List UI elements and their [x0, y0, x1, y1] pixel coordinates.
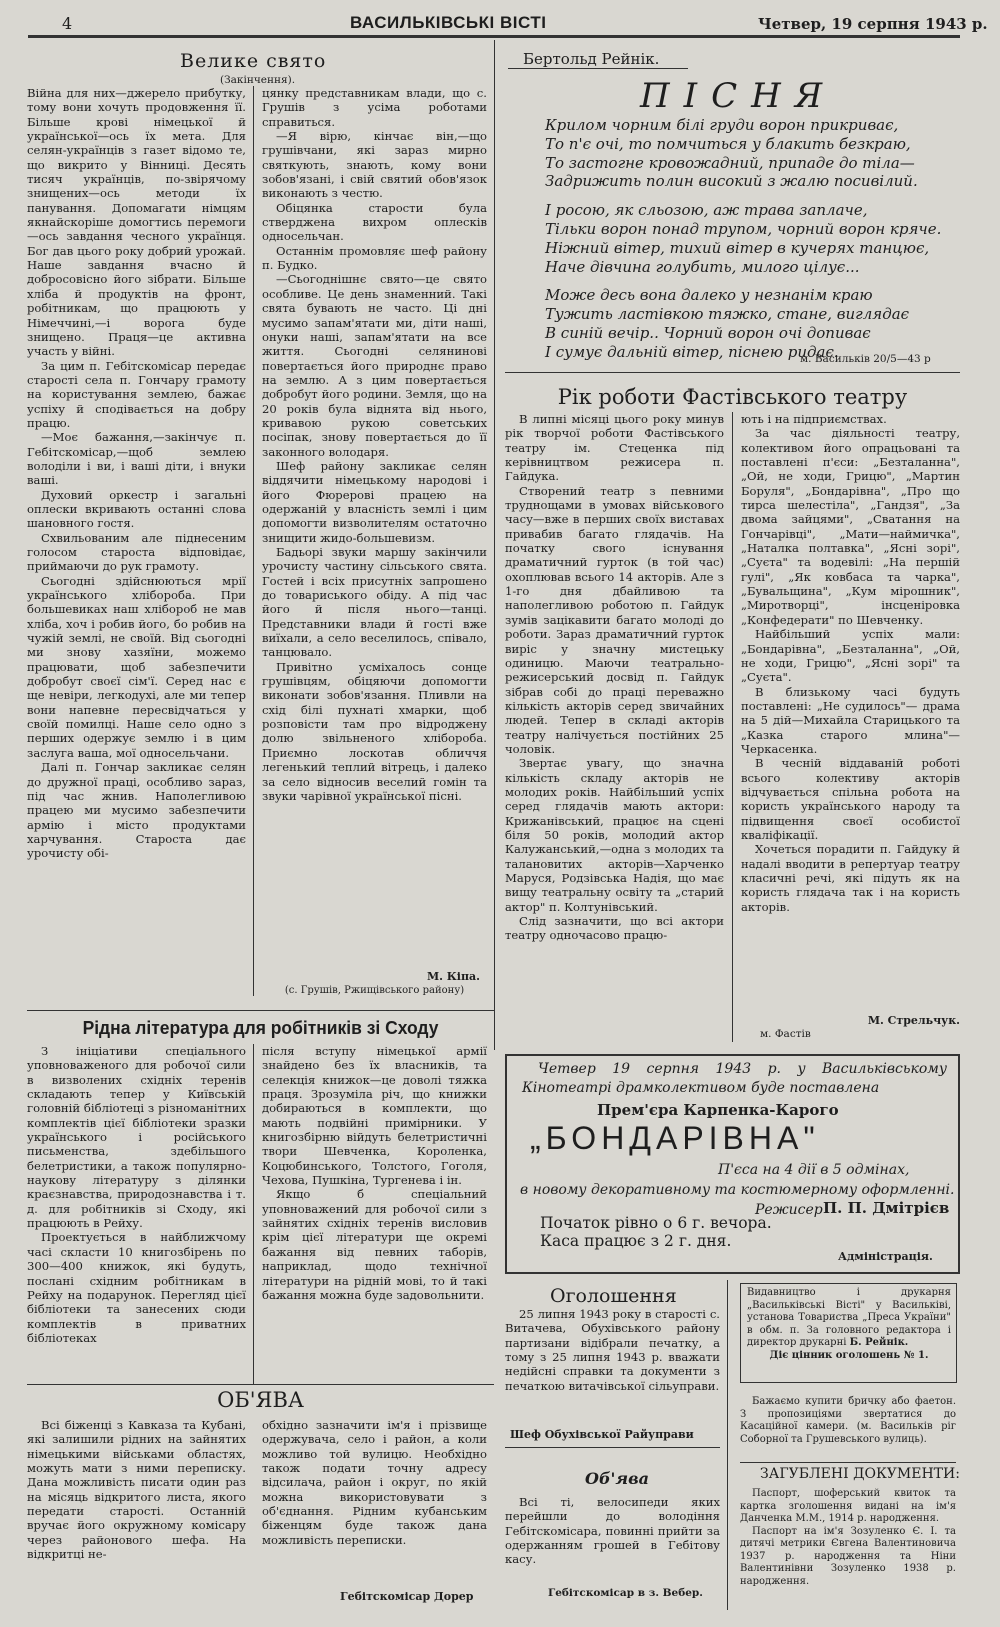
- paragraph: Слід зазначити, що всі актори театру одночасово працю-: [505, 914, 724, 943]
- ad-cash-time: Каса працює з 2 г. дня.: [540, 1232, 732, 1250]
- announcement-text: [505, 1307, 720, 1427]
- paragraph: В чесній віддаваній роботі всього колективу акторів відчувається спільна робота на користь українського народу та підвищення своєї особистої кваліфікації.: [741, 756, 960, 842]
- article-title-theatre: Рік роботи Фастівського театру: [557, 385, 908, 409]
- paragraph: Всі біженці з Кавказа та Кубані, які залишили рідних на зайнятих німецькими військами областях, можуть мати з ними переписку. Дана можливість писати один раз на місяць відкритого листа, якого передати старості. Останній вручає його окружному комісару через районового шефа. На відкритці не-: [27, 1418, 246, 1562]
- paragraph: Привітно усміхалось сонце грушівцям, обіцяючи допомогти виконати зобов'язання. Пливли на схід білі пухнаті хмарки, щоб розповісти там про відроджену долю звільненого хлібороба. Приємно лоскотав обличчя легенький теплий вітрець, і далеко за село відносив веселий гомін та звуки чарівної української пісні.: [262, 659, 487, 803]
- ad-administration: Адміністрація.: [838, 1250, 933, 1263]
- poem-author: Бертольд Рейнік.: [523, 50, 660, 68]
- paragraph: —Моє бажання,—закінчує п. Гебітскомісар,—щоб землею володіли і ви, і ваші діти, і внуки ваші.: [27, 430, 246, 488]
- paragraph: обхідно зазначити ім'я і прізвище одержувача, село і район, а коли можливо той вулицю. Необхідно також подати точну адресу відсилача, район і округ, по якій можна використовувати з об'єднання. Рідним кубанським біженцям буде також дана можливість переписки.: [262, 1418, 487, 1547]
- section-rule: [740, 1462, 956, 1463]
- poem-line: І сумує дальній вітер, піснею ридає.: [545, 342, 839, 361]
- imprint-editor-label: За головного редактора і директор друкарні: [747, 1324, 951, 1349]
- article1-col2: [262, 86, 487, 966]
- ad-director: П. П. Дмітрієв: [823, 1199, 950, 1217]
- poem-stanza: [545, 201, 941, 276]
- section-rule: [505, 372, 960, 373]
- paragraph: Шеф району закликає селян віддячити німецькому народові і його Фюрерові працею на одержаній у власність землі і цим допомогти визволителям остаточно знищити жидо-большевизм.: [262, 458, 487, 545]
- article1-place: (с. Грушів, Ржищівського району): [284, 985, 465, 996]
- newspaper-title: ВАСИЛЬКІВСЬКІ ВІСТІ: [350, 13, 547, 32]
- page-number: 4: [62, 14, 73, 33]
- poem-stanza: [545, 116, 941, 191]
- poem-line: То застогне кровожадний, припаде до тіла—: [545, 153, 915, 172]
- ad-premiere: Прем'єра Карпенка-Карого: [597, 1101, 839, 1119]
- notice-signature: Гебітскомісар Дорер: [340, 1590, 474, 1603]
- paragraph: Схвильованим але піднесеним голосом староста відповідає, приймаючи до рук грамоту.: [27, 530, 246, 574]
- column-divider: [253, 86, 254, 996]
- announcement-signature: Шеф Обухівської Райуправи: [510, 1428, 694, 1441]
- poem-line: Крилом чорним білі груди ворон прикриває,: [545, 116, 899, 134]
- paragraph: Останнім промовляє шеф району п. Будко.: [262, 243, 487, 273]
- paragraph: В липні місяці цього року минув рік творчої роботи Фастівського театру ім. Стеценка під керівництвом режисера п. Гайдука.: [505, 412, 724, 484]
- theatre-signature: М. Стрельчук.: [867, 1014, 960, 1027]
- issue-date: Четвер, 19 серпня 1943 р.: [758, 15, 988, 33]
- literature-col2: [262, 1044, 487, 1374]
- article1-col1: [27, 86, 246, 994]
- section-rule: [27, 1010, 494, 1011]
- paragraph: цянку представникам влади, що с. Грушів з усіма роботами справиться.: [262, 86, 487, 129]
- paragraph: ють і на підприємствах.: [741, 412, 887, 426]
- author-underline: [508, 68, 688, 69]
- poem-stanza: [545, 286, 941, 361]
- notice2-text: [505, 1495, 720, 1585]
- paragraph: Всі ті, велосипеди яких перейшли до володіння Гебітскомісара, повинні прийти за одержанням грошей в Гебітову касу.: [505, 1495, 720, 1567]
- article-title-great-holiday: Велике свято: [180, 50, 327, 72]
- theatre-col1: [505, 412, 724, 1042]
- paragraph: —Сьогоднішнє свято—це свято особливе. Це день знаменний. Такі свята бувають не часто. Ці дні мусимо запам'ятати ми, діти наші, онуки наші, запам'ятати на все життя. Сьогодні селянинові повертається його природнє право на землю. А з цим повертається добробут його родини. Земля, що на 20 років була віднята від нього, кривавою рукою советських посіпак, знову повертається до її законного володаря.: [262, 272, 487, 459]
- column-divider: [494, 40, 495, 1050]
- paragraph: Створений театр з певними труднощами в умовах військового часу—вже в перших своїх виставах привабив багато глядачів. На початку свого існування драматичний гурток (в той час) охоплював всього 14 акторів. Але з 1-го дня дбайливою та наполегливою роботою п. Гайдук зумів зацікавити багато молоді до роботи. Зараз драматичний гурток виріс у значну мистецьку одиницю. Маючи театрально-режисерський досвід п. Гайдук зібрав собі до праці переважно кількість акторів серед звичайних людей. Тепер в складі акторів театру налічується постійних 25 чоловік.: [505, 483, 724, 756]
- header-rule: [28, 35, 960, 38]
- poem-place: м. Васильків 20/5—43 р: [800, 353, 931, 365]
- paragraph: Сьогодні здійснюються мрії українського хлібороба. При большевиках наш хлібороб не мав хліба, хоч і робив його, бо робив на чужій землі, не своїй. Від сьогодні ми знову хазяїни, можемо працювати, щоб забезпечити добробут своєї сім'ї. Серед нас є ще невіри, легкодухі, але ми тепер вони напевне пересвідчаться у своїй помилці. Наше село одно з перших одержує землю і в цим заслуга ваша, мої односельчани.: [27, 573, 246, 760]
- poem-line: Тужить ластівкою тяжко, стане, виглядає: [545, 305, 910, 324]
- notice-title: ОБ'ЯВА: [217, 1388, 304, 1412]
- paragraph: Обіцянка старости була стверджена вихром оплесків односельчан.: [262, 200, 487, 244]
- column-divider: [727, 1280, 728, 1610]
- ad-line1: Четвер 19 серпня 1943 р. у Васильківському Кінотеатрі драмколективом буде поставлена: [522, 1061, 947, 1096]
- small-ad: Бажаємо купити бричку або фаетон. З пропозиціями звертатися до Касаційної камери. (м. Васильків ріг Соборної та Грушевського вулиць).: [740, 1396, 956, 1445]
- ad-director-label: Режисер: [755, 1202, 823, 1218]
- notice-col2: [262, 1418, 487, 1583]
- imprint-editor-name: Б. Рейнік.: [849, 1337, 909, 1349]
- paragraph: Війна для них—джерело прибутку, тому вони хочуть продовження її. Більше крові німецької й української—ось їх мета. Для селян-українців з газет відомо те, що викрито у Вінниці. Десять тисяч українців, по-звірячому знищених—ось методи їх панування. Допомагати німцям якнайскоріше домогтись перемоги—ось завдання чесного українця. Бог дав цього року добрий урожай. Наше завдання вчасно й добросовісно його зібрати. Більше хліба й продуктів на фронт, робітникам, що працюють у Німеччині,—і ворога буде знищено. Праця—це активна участь у війні.: [27, 86, 246, 359]
- imprint-publisher: Видавництво і друкарня „Васильківські Вісті" у Васильківі, установа Товариства „Преса України" в обм. п.: [747, 1287, 951, 1336]
- paragraph: Бадьорі звуки маршу закінчили урочисту частину сільського свята. Гостей і всіх присутніх запрошено до товариського обіду. А під час його й після нього—танці. Представники влади й гості вже виїхали, а село веселилось, співало, танцювало.: [262, 545, 487, 660]
- lost-doc-entry: Паспорт, шоферський квиток та картка зголошення видані на ім'я Данченка М.М., 1914 р. народження.: [740, 1488, 956, 1524]
- paragraph: Проектується в найближчому часі скласти 10 книгозбірень по 300—400 книжок, які будуть, послані східним робітникам в Рейху на подарунок. Перегляд цієї бібліотеки та занесених сюди комплектів в приватних бібліотеках: [27, 1230, 246, 1345]
- paragraph: після вступу німецької армії знайдено без їх власників, та селекція книжок—це доволі тяжка праця. Зрозуміла річ, що книжки добираються в комплекти, що мають подвійні примірники. У книгозбірню війдуть белетристичні твори Шевченка, Короленка, Коцюбинського, Толстого, Гоголя, Чехова, Пушкіна, Тургенева і ін.: [262, 1044, 487, 1188]
- imprint-price: Діє цінник оголошень № 1.: [769, 1349, 929, 1361]
- notice-col1: [27, 1418, 246, 1608]
- paragraph: За цим п. Гебітскомісар передає старості села п. Гончару грамоту на користування землею, бажає успіху й сподівається на добру працю.: [27, 358, 246, 430]
- lost-docs-title: ЗАГУБЛЕНІ ДОКУМЕНТИ:: [760, 1466, 960, 1482]
- section-rule: [505, 1447, 720, 1448]
- paragraph: За час діяльності театру, колективом його опрацьовані та поставлені п'єси: „Безталанна", „Ой, не ходи, Грицю", „Мартин Боруля", „Бондарівна", „Про що тирса шелестіла", „Гандзя", „За двома зайцями", „Сватання на Гончарівці", „Мати—наймичка", „Наталка полтавка", „Ясні зорі", „Суєта" та водевілі: „На першій гулі", „Як ковбаса та чарка", „Бувальщина", „Кум мірошник", „Миротворці", інсценіровка „Конфедерати" по Шевченку.: [741, 426, 960, 627]
- announcement-title: Оголошення: [550, 1285, 677, 1307]
- notice2-signature: Гебітскомісар в з. Вебер.: [548, 1587, 703, 1599]
- poem-line: То п'є очі, то помчиться у блакить безкраю,: [545, 134, 911, 153]
- poem-text: [545, 116, 941, 372]
- poem-line: Задрижить полин високий з жалю посивілий.: [545, 172, 918, 191]
- paragraph: З ініціативи спеціального уповноваженого для робочої сили в визволених східніх теренів складають тепер у Київській головній бібліотеці з різноманітних комплектів цієї бібліотеки зразки українського і російського письменства, здебільшого белетристики, а також популярно-наукову літературу з ділянки краєзнавства, природознавства і т. д. для робітників зі Сходу, які працюють в Рейху.: [27, 1044, 246, 1231]
- notice2-title: Об'ява: [585, 1469, 649, 1488]
- paragraph: Далі п. Гончар закликає селян до дружної праці, особливо зараз, під час жнив. Наполегливою працею ми мусимо забезпечити армію і місто продуктами харчування. Староста дає урочисту обі-: [27, 760, 246, 861]
- continuation-note: (Закінчення).: [220, 74, 296, 86]
- imprint-text: [747, 1287, 951, 1363]
- ad-start-time: Початок рівно о 6 г. вечора.: [540, 1214, 772, 1232]
- paragraph: Найбільший успіх мали: „Бондарівна", „Безталанна", „Ой, не ходи, Грицю", „Ясні зорі" та „Суєта".: [741, 627, 960, 685]
- article1-signature: М. Кіпа.: [426, 970, 480, 983]
- poem-title: ПІСНЯ: [640, 76, 837, 116]
- section-rule: [27, 1384, 494, 1385]
- literature-col1: [27, 1044, 246, 1374]
- poem-line: І росою, як сльозою, аж трава заплаче,: [545, 201, 868, 220]
- article-title-literature: Рідна література для робітників зі Сходу: [82, 1018, 439, 1038]
- paragraph: 25 липня 1943 року в старості с. Витачева, Обухівського району партизани відібрали печатку, а тому з 25 липня 1943 р. вважати недійсні справки та документи з печаткою витачівської сільуправи.: [505, 1307, 720, 1393]
- poem-line: В синій вечір.. Чорний ворон очі допиває: [545, 323, 871, 342]
- paragraph: Духовий оркестр і загальні оплески вкривають останні слова шановного гостя.: [27, 487, 246, 531]
- paragraph: Хочеться порадити п. Гайдуку й надалі вводити в репертуар театру класичні речі, які підуть як на користь глядача так і на користь акторів.: [741, 842, 960, 914]
- poem-line: Наче дівчина голубить, милого цілує...: [545, 257, 860, 276]
- theatre-place: м. Фастів: [760, 1028, 811, 1040]
- poem-line: Тільки ворон понад трупом, чорний ворон кряче.: [545, 219, 942, 238]
- poem-line: Ніжний вітер, тихий вітер в кучерях танцює,: [545, 238, 930, 257]
- poem-line: Може десь вона далеко у незнанім краю: [545, 286, 873, 305]
- ad-line2: П'єса на 4 дії в 5 одмінах,: [718, 1162, 910, 1178]
- ad-line3: в новому декоративному та костюмерному оформленні.: [520, 1182, 955, 1198]
- column-divider: [732, 412, 733, 1042]
- paragraph: Якщо б спеціальний уповноважений для робочої сили з зайнятих східніх теренів висловив крім цієї літератури ще окремі бажання від певних таборів, наприклад, щодо технічної літератури на рідній мові, то й такі бажання можна буде задовольнити.: [262, 1187, 487, 1302]
- paragraph: —Я вірю, кінчає він,—що грушівчани, які зараз мирно святкують, знають, кому вони зобов'язані, і свій святий обов'язок виконають з честю.: [262, 129, 487, 201]
- lost-doc-entry: Паспорт на ім'я Зозуленко Є. І. та дитячі метрики Євгена Валентиновича 1937 р. народження та Ніни Валентинівни Зозуленко 1938 р. народження.: [740, 1525, 956, 1587]
- theatre-col2: [741, 412, 960, 1012]
- ad-play-title: „БОНДАРІВНА": [530, 1120, 820, 1156]
- paragraph: Звертає увагу, що значна кількість складу акторів не молодих років. Найбільший успіх серед глядачів мають актори: Крижанівський, працює на сцені біля 50 років, молодий актор Калужанський,—одна з молодих та талановитих акторів—Харченко Маруся, Родзівська Надія, що має вищу театральну освіту та „старий актор" п. Колтунівський.: [505, 756, 724, 914]
- lost-docs-text: [740, 1488, 956, 1588]
- column-divider: [253, 1044, 254, 1384]
- paragraph: В близькому часі будуть поставлені: „Не судилось"— драма на 5 дій—Михайла Старицького та „Казка старого млина"—Черкасенка.: [741, 684, 960, 756]
